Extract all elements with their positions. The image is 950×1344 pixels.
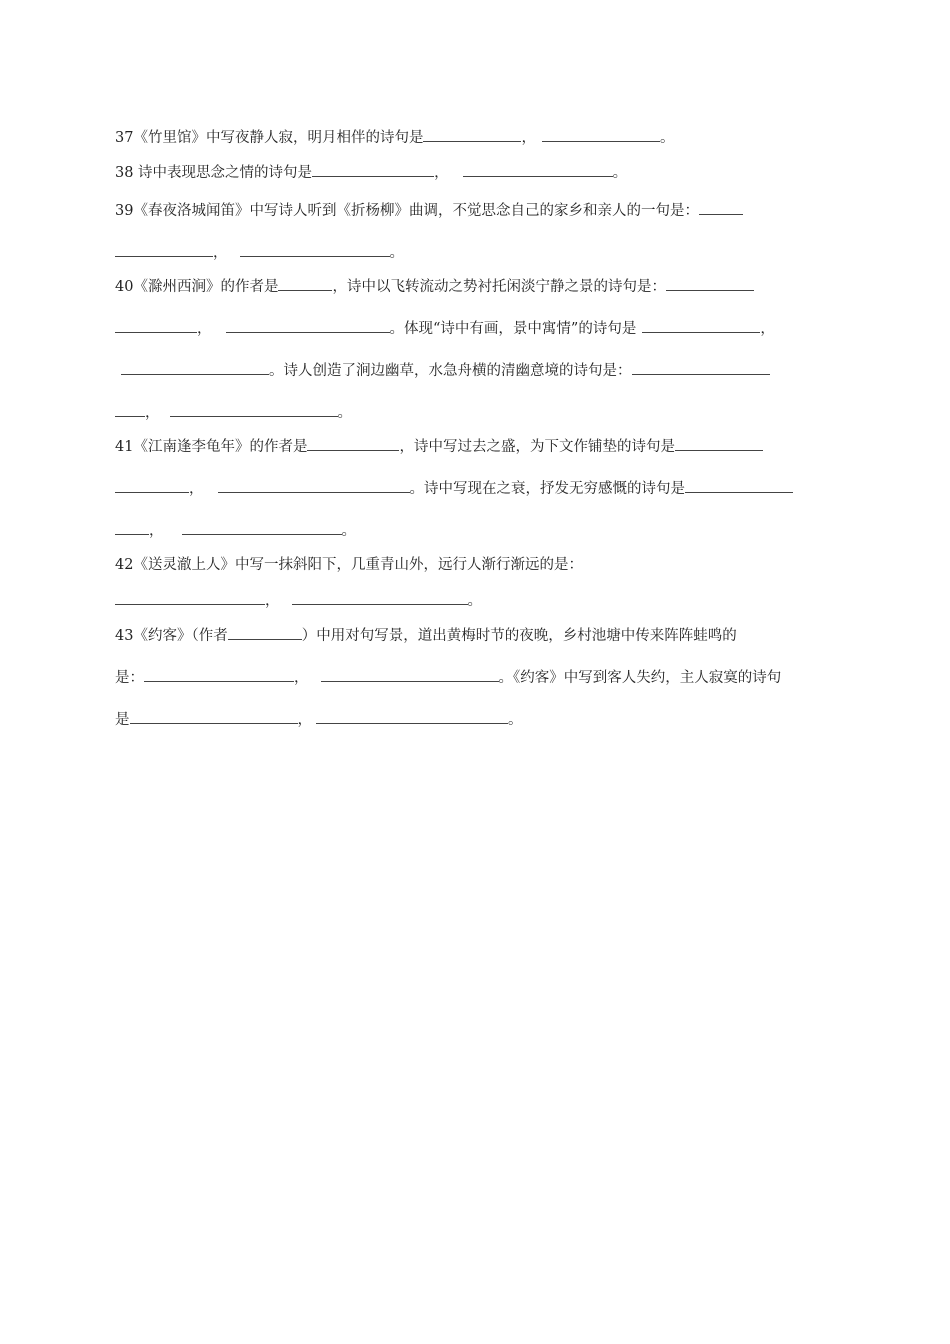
q40-blank-2[interactable] (226, 319, 390, 333)
q38-end: 。 (612, 165, 628, 181)
q41-text-b: ，诗中写过去之盛，为下文作铺垫的诗句是 (399, 439, 675, 455)
q43-text-b: ）中用对句写景，道出黄梅时节的夜晚，乡村池塘中传来阵阵蛙鸣的 (301, 628, 737, 644)
q37-sep: ， (521, 130, 536, 146)
question-37 (115, 128, 838, 148)
q41-text-c: 。诗中写现在之衰，抒发无穷感慨的诗句是 (409, 481, 685, 497)
q42-sep: ， (265, 593, 280, 609)
q39-blank-1a[interactable] (699, 201, 743, 215)
question-41-line2 (115, 479, 838, 499)
q42-text: 42《送灵澈上人》中写一抹斜阳下，几重青山外，远行人渐行渐远的是： (115, 557, 583, 573)
q43-blank-1[interactable] (144, 668, 294, 682)
q43-blank-3[interactable] (130, 710, 298, 724)
q40-blank-5a[interactable] (632, 361, 770, 375)
question-43-line2 (115, 668, 838, 688)
q43-sep: ， (294, 670, 309, 686)
q40-sep: ， (197, 321, 212, 337)
q43-sep2: ， (297, 712, 312, 728)
q40-blank-3[interactable] (642, 319, 760, 333)
question-40-line2 (115, 319, 838, 339)
q38-blank-2[interactable] (463, 163, 613, 177)
q43-text-a: 43《约客》（作者 (115, 628, 228, 644)
question-43 (115, 626, 838, 646)
q39-end: 。 (389, 245, 404, 261)
question-41 (115, 437, 838, 457)
q38-blank-1[interactable] (312, 163, 434, 177)
q38-text: 38 诗中表现思念之情的诗句是 (115, 165, 313, 181)
question-42-line2 (115, 591, 838, 611)
q41-sep: ， (189, 481, 204, 497)
q40-text-d: 。诗人创造了涧边幽草，水急舟横的清幽意境的诗句是： (269, 363, 632, 379)
q41-end: 。 (341, 523, 356, 539)
q41-blank-1a[interactable] (675, 437, 763, 451)
q39-blank-1b[interactable] (115, 243, 213, 257)
q37-end: 。 (659, 130, 675, 146)
question-41-line3 (115, 521, 838, 541)
q41-sep2: ， (149, 523, 164, 539)
q41-blank-3b[interactable] (115, 521, 149, 535)
q37-blank-2[interactable] (542, 128, 660, 142)
q42-blank-2[interactable] (292, 591, 468, 605)
q41-blank-3a[interactable] (685, 479, 793, 493)
q40-sep3: ， (145, 405, 160, 421)
question-38 (115, 163, 838, 183)
q39-text: 39《春夜洛城闻笛》中写诗人听到《折杨柳》曲调，不觉思念自己的家乡和亲人的一句是： (115, 203, 699, 219)
q40-blank-6[interactable] (170, 403, 338, 417)
q40-blank-4[interactable] (121, 361, 269, 375)
q40-sep2: ， (760, 321, 775, 337)
question-40-line3 (115, 361, 838, 381)
q40-author-blank[interactable] (278, 277, 332, 291)
q40-text-b: ，诗中以飞转流动之势衬托闲淡宁静之景的诗句是： (332, 279, 666, 295)
q43-blank-2[interactable] (321, 668, 499, 682)
q37-blank-1[interactable] (423, 128, 521, 142)
q38-sep: ， (434, 165, 449, 181)
q40-blank-1b[interactable] (115, 319, 197, 333)
q42-blank-1[interactable] (115, 591, 265, 605)
question-39 (115, 201, 838, 221)
q42-end: 。 (467, 593, 482, 609)
q40-end: 。 (337, 405, 352, 421)
q41-blank-1b[interactable] (115, 479, 189, 493)
q41-blank-4[interactable] (182, 521, 342, 535)
q43-text-e: 是 (115, 712, 130, 728)
question-43-line3 (115, 710, 838, 730)
q37-text: 37《竹里馆》中写夜静人寂，明月相伴的诗句是 (115, 130, 424, 146)
q43-author-blank[interactable] (228, 626, 302, 640)
q41-text-a: 41《江南逢李龟年》的作者是 (115, 439, 308, 455)
q41-blank-2[interactable] (218, 479, 410, 493)
q39-sep: ， (213, 245, 228, 261)
q40-text-c: 。体现“诗中有画，景中寓情”的诗句是 (389, 321, 637, 337)
question-40-line4 (115, 403, 838, 423)
q43-blank-4[interactable] (316, 710, 508, 724)
q43-text-c: 是： (115, 670, 144, 686)
q39-blank-2[interactable] (240, 243, 390, 257)
question-39-cont (115, 243, 838, 263)
question-40 (115, 277, 838, 297)
q40-blank-1a[interactable] (666, 277, 754, 291)
q43-text-d: 。《约客》中写到客人失约，主人寂寞的诗句 (498, 670, 782, 686)
q43-end: 。 (508, 712, 523, 728)
q40-text-a: 40《滁州西涧》的作者是 (115, 279, 279, 295)
q41-author-blank[interactable] (307, 437, 399, 451)
question-42 (115, 555, 838, 575)
q40-blank-5b[interactable] (115, 403, 145, 417)
